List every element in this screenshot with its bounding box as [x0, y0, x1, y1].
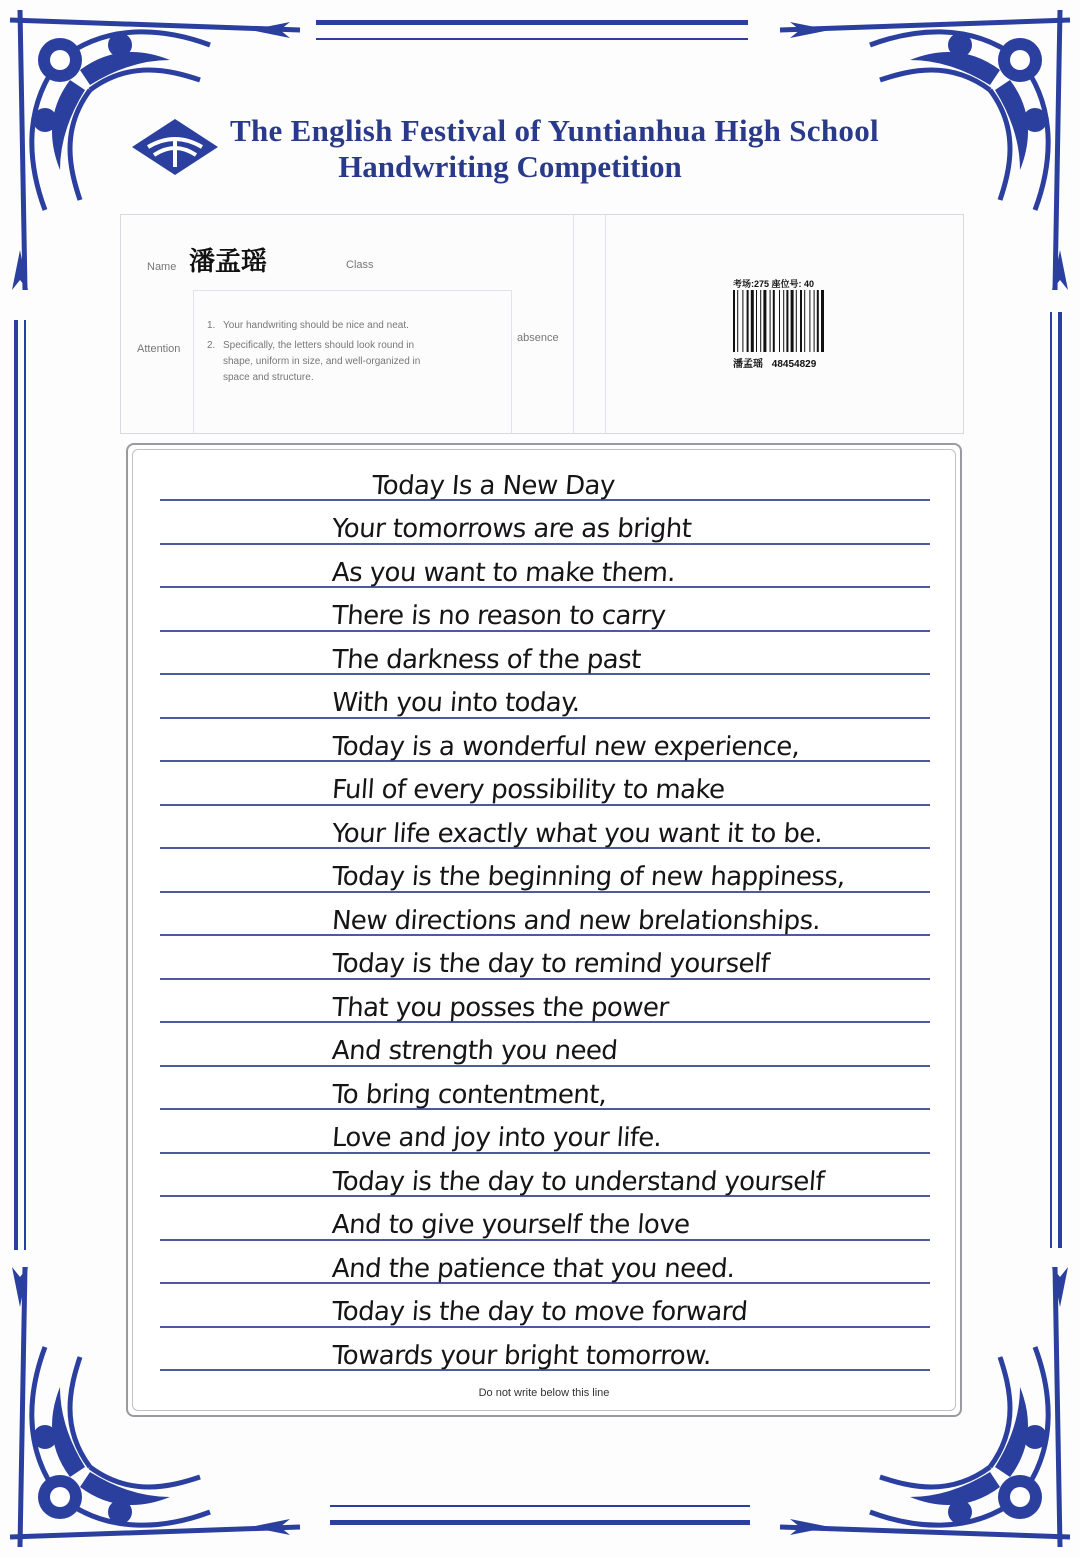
top-border-line — [316, 20, 748, 25]
class-label: Class — [346, 259, 374, 271]
left-border-line-inner — [24, 320, 26, 1250]
poem-line: Love and joy into your life. — [330, 1123, 663, 1153]
poem-line: Today is the day to move forward — [330, 1297, 749, 1327]
attention-item-2-line-3: space and structure. — [223, 372, 314, 383]
header — [130, 105, 950, 195]
bottom-border-line — [330, 1520, 750, 1525]
attention-item-1: Your handwriting should be nice and neat. — [223, 320, 409, 331]
barcode-number: 48454829 — [771, 359, 817, 370]
name-label: Name — [147, 261, 177, 273]
poem-line: The darkness of the past — [330, 644, 642, 675]
poem-line: There is no reason to carry — [330, 601, 667, 631]
barcode-icon — [731, 290, 845, 352]
poem-line: And strength you need — [330, 1036, 619, 1066]
poem-line: That you posses the power — [330, 992, 670, 1023]
barcode-caption — [733, 355, 816, 370]
poem-line: Today is the day to remind yourself — [330, 949, 771, 979]
title-line-1: The English Festival of Yuntianhua High School — [230, 113, 879, 148]
poem-line: And to give yourself the love — [330, 1210, 691, 1240]
right-border-line — [1058, 312, 1062, 1248]
poem-line: Today is the beginning of new happiness, — [330, 862, 846, 892]
poem-line: New directions and new brelationships. — [330, 905, 822, 936]
attention-num-1: 1. — [207, 320, 216, 331]
poem-title: Today Is a New Day — [370, 471, 616, 501]
poem-line: To bring contentment, — [330, 1079, 608, 1110]
barcode-name: 潘孟瑶 — [733, 359, 763, 370]
poem-line: Your tomorrows are as bright — [330, 514, 693, 544]
title-line-2: Handwriting Competition — [338, 149, 682, 184]
top-border-line-inner — [316, 38, 748, 40]
attention-item-2-line-2: shape, uniform in size, and well-organized in — [223, 356, 421, 367]
poem-line: Towards your bright tomorrow. — [330, 1340, 713, 1371]
poem-line: And the patience that you need. — [330, 1253, 736, 1284]
poem-line: Today is the day to understand yourself — [330, 1166, 825, 1197]
attention-num-2: 2. — [207, 340, 216, 351]
poem-line: Your life exactly what you want it to be. — [330, 818, 824, 849]
poem-line: As you want to make them. — [330, 557, 677, 588]
info-box — [120, 214, 964, 434]
absence-label: absence — [517, 332, 559, 344]
attention-label: Attention — [137, 343, 181, 355]
left-border-line — [14, 320, 18, 1250]
exam-room-label: 考场:275 座位号: 40 — [733, 279, 815, 289]
attention-item-2-line-1: Specifically, the letters should look round in — [223, 340, 415, 351]
name-value: 潘孟瑶 — [189, 247, 268, 277]
poem-line: Full of every possibility to make — [330, 775, 726, 805]
poem-line: With you into today. — [330, 688, 581, 718]
poem-line: Today is a wonderful new experience, — [330, 731, 801, 762]
right-border-line-inner — [1050, 312, 1052, 1248]
bottom-border-line-inner — [330, 1505, 750, 1507]
footer-note: Do not write below this line — [478, 1387, 610, 1399]
